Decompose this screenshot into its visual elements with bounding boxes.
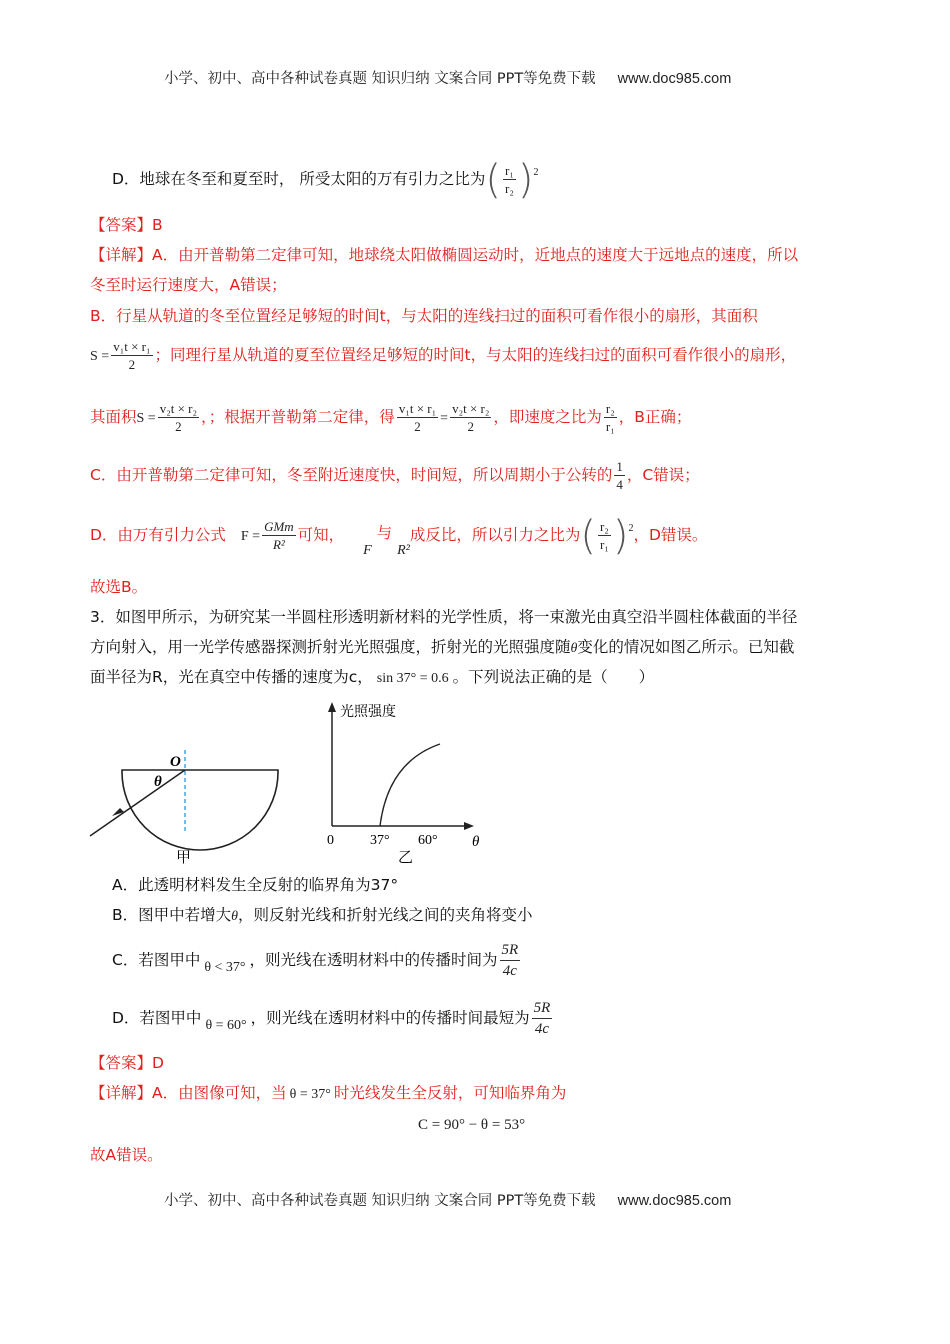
page-footer	[164, 1190, 731, 1212]
q3-explain-a3: 故A错误。	[90, 1146, 163, 1164]
x-label: θ	[472, 834, 480, 850]
x-axis-arrow	[464, 822, 474, 830]
caption-jia: 甲	[176, 850, 192, 866]
q3-explain-a1: 【详解】A．由图像可知，当 θ = 37° 时光线发生全反射，可知临界角为	[90, 1084, 567, 1102]
footer-text: 小学、初中、高中各种试卷真题 知识归纳 文案合同 PPT等免费下载	[164, 1193, 596, 1209]
q3-stem-3: 面半径为R，光在真空中传播的速度为c， sin 37° = 0.6 。下列说法正确的是（ ）	[90, 668, 655, 686]
q2-answer: 【答案】B	[90, 216, 163, 234]
label-O: O	[170, 754, 181, 770]
q2-explain-b2: S = $\frac{\text{v₁t × r₁}}{2}$ ；同理行星从轨道的夏至位置经足够短的时间t，与太阳的连线扫过的面积可看作很小的扇形，	[90, 339, 797, 372]
q3-answer: 【答案】D	[90, 1054, 164, 1072]
q2-explain-d: D．由万有引力公式 F = $\frac{\text{GMm}}{\text{R²}}$ 可知， F 与 R²成反比，所以引力之比为( $\frac{\text{r₂}}{\text{r₁}}$ )$^2$，D错误。	[90, 512, 708, 559]
q3-stem-2: 方向射入，用一光学传感器探测折射光光照强度，折射光的光照强度随θ变化的情况如图乙所示。已知截	[90, 638, 795, 656]
q3-option-d: D．若图甲中 θ = 60° ，则光线在透明材料中的传播时间最短为 $\frac{5R}{4c}$	[112, 1000, 551, 1037]
footer-site: www.doc985.com	[617, 1193, 732, 1209]
y-label: 光照强度	[340, 705, 396, 720]
q3-stem-1: 3．如图甲所示，为研究某一半圆柱形透明新材料的光学性质，将一束激光由真空沿半圆柱体截面的半径	[90, 608, 798, 626]
q2-optd-fraction: $\frac{\text{r₁}}{\text{r₂}}$	[504, 163, 514, 196]
label-theta: θ	[154, 774, 162, 790]
figure-yi	[318, 698, 498, 868]
q3-option-b: B．图甲中若增大θ，则反射光线和折射光线之间的夹角将变小	[112, 906, 533, 924]
q3-option-c: C．若图甲中 θ < 37° ，则光线在透明材料中的传播时间为 $\frac{5R}{4c}$	[112, 942, 519, 979]
intensity-curve	[380, 744, 440, 826]
q2-explain-c: C．由开普勒第二定律可知，冬至附近速度快，时间短，所以周期小于公转的 $\frac{1}{4}$ ，C错误；	[90, 459, 700, 492]
page-header	[164, 68, 731, 90]
origin-label: 0	[327, 833, 334, 848]
q2-option-d: D．地球在冬至和夏至时， 所受太阳的万有引力之比为( $\frac{\text{r₁}}{\text{r₂}}$ )$^2$	[112, 156, 539, 203]
q2-conclusion: 故选B。	[90, 578, 148, 596]
incident-ray	[90, 770, 185, 836]
q2-explain-b3: 其面积S = $\frac{\text{v₂t × r₂}}{2}$ ，；根据开普勒第二定律，得 $\frac{\text{v₁t × r₁}}{2}$ = $\frac{\text{v₂t × r₂}}{2}$ ，即速度之比为 $\frac{\text{r₂}}{\text{r₁}}$ ，B正确；	[90, 401, 692, 434]
q3-option-a: A．此透明材料发生全反射的临界角为37°	[112, 876, 399, 894]
q2-explain-a1: 【详解】A．由开普勒第二定律可知，地球绕太阳做椭圆运动时，近地点的速度大于远地点的速度，所以	[90, 246, 799, 264]
q2-explain-a2: 冬至时运行速度大，A错误；	[90, 276, 287, 294]
semicircle-block	[122, 770, 278, 850]
tick-37: 37°	[370, 833, 390, 848]
caption-yi: 乙	[398, 850, 414, 866]
q3-formula: C = 90° − θ = 53°	[418, 1117, 526, 1133]
header-site: www.doc985.com	[617, 71, 732, 87]
tick-60: 60°	[418, 833, 438, 848]
header-text: 小学、初中、高中各种试卷真题 知识归纳 文案合同 PPT等免费下载	[164, 71, 596, 87]
q2-eq1: $\frac{\text{v₁t × r₁}}{2}$	[113, 339, 151, 372]
y-axis-arrow	[328, 702, 336, 712]
figure-jia	[80, 740, 290, 870]
q2-explain-b1: B．行星从轨道的冬至位置经足够短的时间t，与太阳的连线扫过的面积可看作很小的扇形，其面积	[90, 307, 758, 325]
ray-arrow	[112, 808, 124, 816]
